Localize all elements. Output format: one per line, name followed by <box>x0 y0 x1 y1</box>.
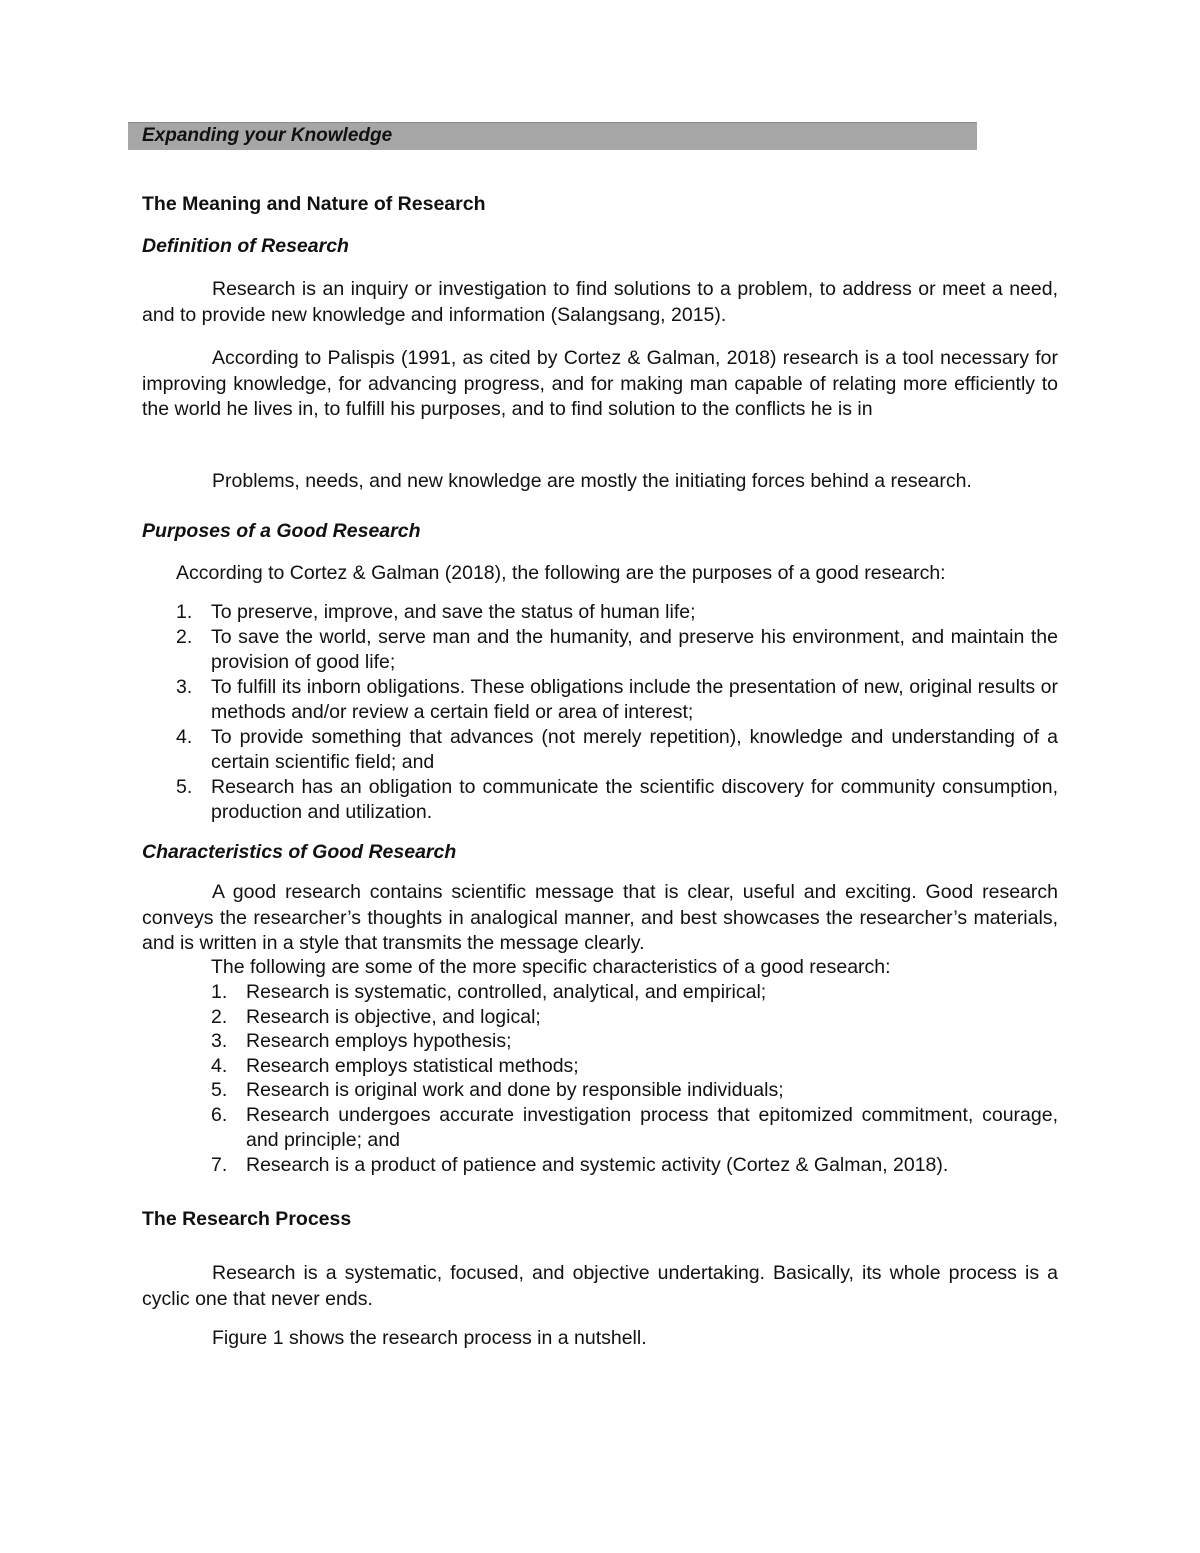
purposes-intro: According to Cortez & Galman (2018), the following are the purposes of a good research: <box>176 562 946 584</box>
list-item: 4. Research employs statistical methods; <box>211 1054 579 1077</box>
process-paragraph-2: Figure 1 shows the research process in a nutshell. <box>212 1327 647 1349</box>
list-item: 4. To provide something that advances (not merely repetition), knowledge and understanding of a certain scientific field; and <box>176 725 1058 773</box>
list-item: 2. Research is objective, and logical; <box>211 1005 541 1028</box>
characteristics-paragraph: A good research contains scientific message that is clear, useful and exciting. Good research conveys the researcher’s thoughts in analogical manner, and best showcases the researcher’s materials, and is written in a style that transmits the message clearly. <box>142 881 1058 954</box>
list-item: 6. Research undergoes accurate investigation process that epitomized commitment, courage, and principle; and <box>211 1103 1058 1151</box>
list-item: 2. To save the world, serve man and the humanity, and preserve his environment, and maintain the provision of good life; <box>176 625 1058 673</box>
list-item: 5. Research has an obligation to communicate the scientific discovery for community consumption, production and utilization. <box>176 775 1058 823</box>
list-item: 1. Research is systematic, controlled, analytical, and empirical; <box>211 981 767 1003</box>
list-item: 7. Research is a product of patience and systemic activity (Cortez & Galman, 2018). <box>211 1153 949 1176</box>
characteristics-heading: Characteristics of Good Research <box>142 841 457 863</box>
process-paragraph-1: Research is a systematic, focused, and objective undertaking. Basically, its whole process is a cyclic one that never ends. <box>142 1262 1058 1310</box>
definition-heading: Definition of Research <box>142 235 349 257</box>
definition-paragraph-2: According to Palispis (1991, as cited by Cortez & Galman, 2018) research is a tool necessary for improving knowledge, for advancing progress, and for making man capable of relating more efficiently to the world he lives in, to fulfill his purposes, and to find solution to the conflicts he is in <box>142 347 1058 420</box>
purposes-heading: Purposes of a Good Research <box>142 520 421 542</box>
list-item: 3. To fulfill its inborn obligations. These obligations include the presentation of new, original results or methods and/or review a certain field or area of interest; <box>176 675 1058 723</box>
list-item: 5. Research is original work and done by responsible individuals; <box>211 1079 784 1101</box>
definition-paragraph-3: Problems, needs, and new knowledge are mostly the initiating forces behind a research. <box>212 470 972 492</box>
purposes-list <box>176 600 1058 826</box>
list-item: 1. To preserve, improve, and save the status of human life; <box>176 601 696 623</box>
characteristics-intro: The following are some of the more specific characteristics of a good research: <box>211 956 891 978</box>
definition-paragraph-1: Research is an inquiry or investigation to find solutions to a problem, to address or meet a need, and to provide new knowledge and information (Salangsang, 2015). <box>142 278 1058 326</box>
process-heading: The Research Process <box>142 1208 352 1230</box>
banner-title: Expanding your Knowledge <box>142 125 393 146</box>
section-banner <box>128 122 977 150</box>
characteristics-list <box>211 980 1058 1178</box>
page-title: The Meaning and Nature of Research <box>142 193 486 215</box>
list-item: 3. Research employs hypothesis; <box>211 1030 512 1052</box>
